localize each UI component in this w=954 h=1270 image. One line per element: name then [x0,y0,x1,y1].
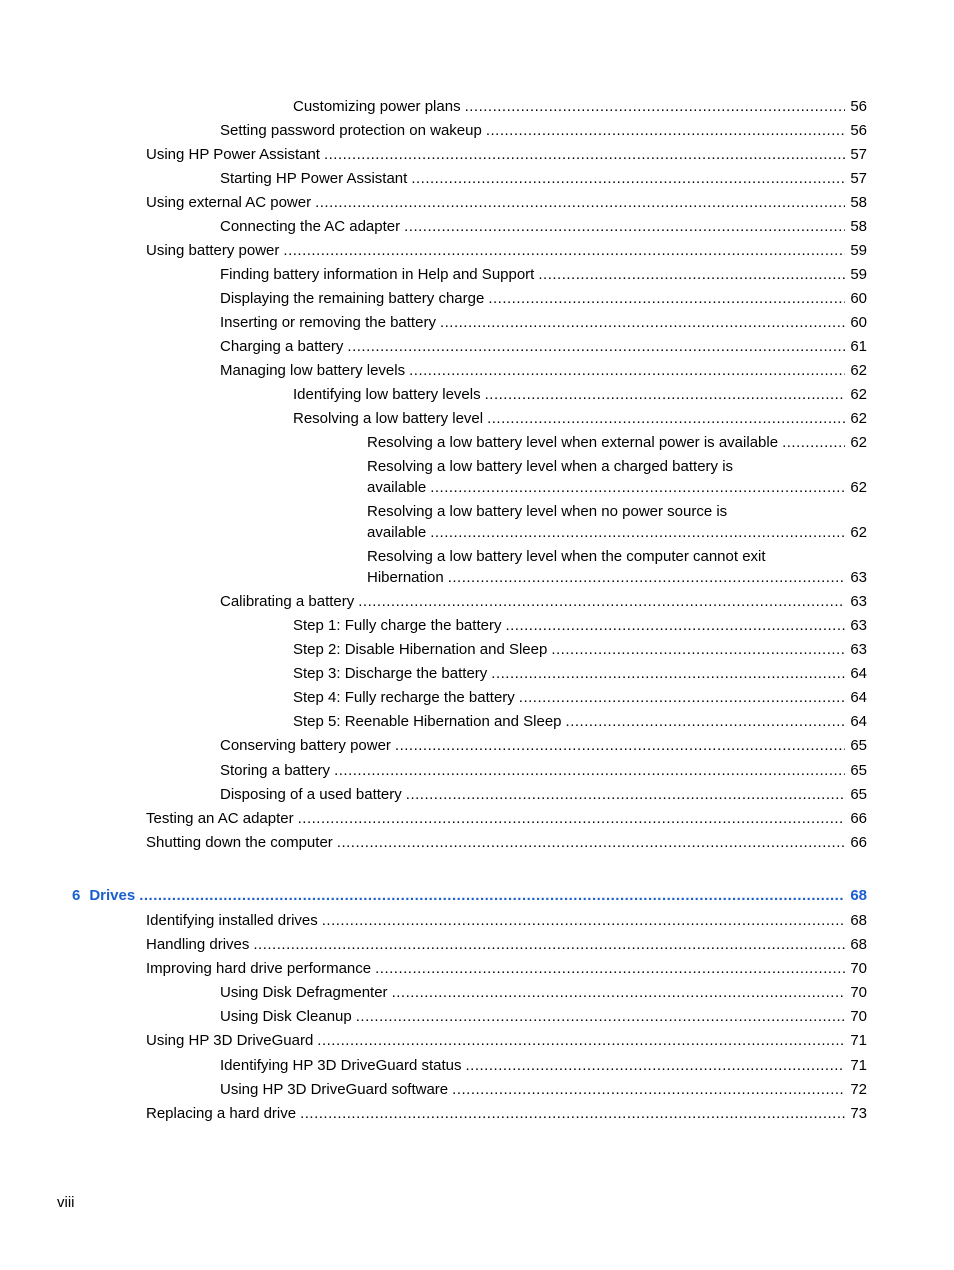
chapter-number: 6 [72,887,81,904]
toc-entry-line [293,711,867,732]
toc-entry-page: 63 [850,617,867,634]
toc-entry-line [220,784,867,805]
toc-entry[interactable] [367,432,867,453]
dot-leader [440,312,845,333]
toc-entry-line [220,336,867,357]
toc-entry-line [146,192,867,213]
dot-leader [406,784,846,805]
dot-leader [317,1030,845,1051]
toc-entry-page: 65 [850,737,867,754]
toc-entry-page: 70 [850,960,867,977]
dot-leader [538,264,845,285]
toc-entry-label: Using battery power [146,242,280,259]
toc-entry-page: 64 [850,689,867,706]
toc-entry[interactable] [220,288,867,309]
toc-entry-page: 68 [850,887,867,904]
toc-entry-label: Using HP 3D DriveGuard software [220,1081,449,1098]
toc-entry-label: Resolving a low battery level when external power is available [367,434,779,451]
dot-leader [375,958,845,979]
toc-entry-line [293,639,867,660]
toc-entry-line [367,567,867,588]
toc-entry-page: 70 [850,984,867,1001]
toc-entry-page: 66 [850,834,867,851]
toc-entry-label: Step 3: Discharge the battery [293,665,488,682]
toc-entry-label: Conserving battery power [220,737,391,754]
toc-entry-page: 62 [850,362,867,379]
dot-leader [486,120,845,141]
dot-leader [347,336,845,357]
dot-leader [356,1006,846,1027]
toc-entry-page: 56 [850,122,867,139]
dot-leader [411,168,845,189]
dot-leader [452,1079,845,1100]
toc-entry-label: Replacing a hard drive [146,1105,297,1122]
toc-entry-label: Finding battery information in Help and Support [220,266,535,283]
dot-leader [283,240,845,261]
toc-entry-page: 68 [850,936,867,953]
dot-leader [448,567,846,588]
toc-chapter-entry[interactable] [72,885,867,906]
toc-entry-label-line1: Resolving a low battery level when the computer cannot exit [367,548,766,565]
toc-entry-label: available [367,524,427,541]
toc-entry-label: Disposing of a used battery [220,786,402,803]
toc-entry-page: 59 [850,242,867,259]
toc-entry-page: 56 [850,98,867,115]
toc-entry-line [220,288,867,309]
toc-entry-label: Using HP Power Assistant [146,146,320,163]
toc-entry[interactable] [146,1103,867,1124]
toc-entry[interactable] [220,336,867,357]
toc-entry[interactable] [146,958,867,979]
dot-leader [488,288,845,309]
toc-entry-label: Identifying HP 3D DriveGuard status [220,1057,462,1074]
toc-entry-label: Using external AC power [146,194,312,211]
toc-entry[interactable] [367,456,867,498]
dot-leader [300,1103,845,1124]
toc-entry-page: 63 [850,569,867,586]
toc-entry[interactable] [220,168,867,189]
toc-entry-line [367,477,867,498]
dot-leader [466,1055,846,1076]
toc-entry-line [220,591,867,612]
toc-entry-label: Using HP 3D DriveGuard [146,1032,314,1049]
toc-entry-line [146,934,867,955]
toc-entry-line [146,1030,867,1051]
dot-leader [298,808,846,829]
dot-leader [404,216,845,237]
dot-leader [139,885,845,906]
toc-entry[interactable] [220,120,867,141]
toc-entry-label: Setting password protection on wakeup [220,122,482,139]
toc-entry[interactable] [220,216,867,237]
toc-entry[interactable] [220,1055,867,1076]
toc-entry-label: available [367,479,427,496]
toc-entry[interactable] [367,546,867,588]
dot-leader [430,522,845,543]
toc-entry-line [293,615,867,636]
toc-entry-page: 62 [850,410,867,427]
toc-entry[interactable] [146,192,867,213]
toc-entry-line [72,885,867,906]
page-number: viii [57,1194,75,1211]
toc-entry-line [293,96,867,117]
toc-entry-page: 57 [850,146,867,163]
dot-leader [324,144,845,165]
toc-entry-label: Storing a battery [220,762,331,779]
toc-entry-label: Step 2: Disable Hibernation and Sleep [293,641,548,658]
toc-entry-page: 62 [850,386,867,403]
toc-entry-label: Charging a battery [220,338,344,355]
toc-entry-line [146,958,867,979]
toc-entry-page: 63 [850,593,867,610]
dot-leader [430,477,845,498]
toc-entry-page: 60 [850,290,867,307]
toc-entry-label: Inserting or removing the battery [220,314,436,331]
toc-entry[interactable] [293,408,867,429]
toc-entry-line [220,1055,867,1076]
toc-entry-line [220,264,867,285]
dot-leader [395,735,845,756]
toc-entry-page: 61 [850,338,867,355]
toc-entry-page: 73 [850,1105,867,1122]
toc-entry-page: 65 [850,786,867,803]
dot-leader [566,711,846,732]
toc-entry-page: 58 [850,218,867,235]
toc-entry[interactable] [293,384,867,405]
toc-entry[interactable] [220,735,867,756]
toc-entry-page: 62 [850,479,867,496]
toc-entry-label: Using Disk Cleanup [220,1008,352,1025]
toc-entry-label: Shutting down the computer [146,834,333,851]
toc-entry-line [146,910,867,931]
toc-entry[interactable] [220,1079,867,1100]
toc-entry-label: Step 4: Fully recharge the battery [293,689,515,706]
toc-entry-label: Displaying the remaining battery charge [220,290,485,307]
toc-entry-label: Customizing power plans [293,98,461,115]
toc-entry[interactable] [146,144,867,165]
toc-entry-page: 72 [850,1081,867,1098]
toc-entry-page: 70 [850,1008,867,1025]
toc-entry-page: 65 [850,762,867,779]
toc-entry[interactable] [146,1030,867,1051]
toc-entry[interactable] [220,784,867,805]
dot-leader [253,934,845,955]
toc-entry-line [293,384,867,405]
toc-entry-line [220,760,867,781]
toc-entry-label: Handling drives [146,936,250,953]
dot-leader [505,615,845,636]
toc-entry-line [146,240,867,261]
dot-leader [315,192,845,213]
toc-entry-line [220,735,867,756]
toc-entry-page: 64 [850,713,867,730]
toc-entry-page: 71 [850,1032,867,1049]
toc-entry-page: 63 [850,641,867,658]
toc-entry[interactable] [146,832,867,853]
toc-entry-label: Identifying installed drives [146,912,318,929]
toc-entry-label: Step 1: Fully charge the battery [293,617,502,634]
toc-entry-page: 59 [850,266,867,283]
toc-entry-page: 68 [850,912,867,929]
toc-entry-label: Managing low battery levels [220,362,406,379]
toc-entry-page: 60 [850,314,867,331]
toc-entry[interactable] [146,808,867,829]
dot-leader [392,982,846,1003]
toc-entry-line [220,1079,867,1100]
dot-leader [337,832,846,853]
toc-entry-page: 71 [850,1057,867,1074]
toc-entry-label: Starting HP Power Assistant [220,170,408,187]
toc-entry-label-line1: Resolving a low battery level when no power source is [367,503,728,520]
toc-entry-line [220,982,867,1003]
toc-entry[interactable] [293,639,867,660]
toc-entry[interactable] [146,934,867,955]
toc-entry-label: Drives [89,887,136,904]
toc-entry-line [293,687,867,708]
toc-entry-page: 62 [850,524,867,541]
toc-entry-line [220,168,867,189]
toc-entry[interactable] [220,982,867,1003]
toc-entry-page: 62 [850,434,867,451]
toc-entry-line [220,1006,867,1027]
toc-entry-line [220,120,867,141]
toc-entry-line [293,663,867,684]
toc-entry-label: Calibrating a battery [220,593,355,610]
dot-leader [487,408,845,429]
toc-entry[interactable] [220,760,867,781]
toc-entry-line [220,312,867,333]
toc-entry[interactable] [367,501,867,543]
toc-entry-line [146,832,867,853]
toc-entry[interactable] [220,312,867,333]
dot-leader [782,432,845,453]
toc-entry[interactable] [220,591,867,612]
toc-entry-label: Using Disk Defragmenter [220,984,388,1001]
dot-leader [358,591,845,612]
toc-entry-page: 58 [850,194,867,211]
dot-leader [485,384,846,405]
toc-entry-label: Connecting the AC adapter [220,218,401,235]
toc-entry[interactable] [146,240,867,261]
toc-entry-line [367,522,867,543]
toc-entry-line [146,1103,867,1124]
toc-entry[interactable] [293,663,867,684]
toc-entry-line [146,144,867,165]
toc-entry-label: Improving hard drive performance [146,960,372,977]
toc-entry-page: 66 [850,810,867,827]
toc-entry-line [146,808,867,829]
dot-leader [409,360,845,381]
toc-entry-label: Identifying low battery levels [293,386,481,403]
toc-entry[interactable] [293,687,867,708]
toc-entry[interactable] [293,96,867,117]
dot-leader [322,910,846,931]
toc-entry-label: Step 5: Reenable Hibernation and Sleep [293,713,562,730]
toc-entry-label: Hibernation [367,569,444,586]
dot-leader [519,687,846,708]
dot-leader [491,663,845,684]
toc-entry-line [293,408,867,429]
toc-entry[interactable] [293,615,867,636]
toc-entry-label: Resolving a low battery level [293,410,484,427]
toc-entry-label: Testing an AC adapter [146,810,294,827]
toc-entry-page: 57 [850,170,867,187]
toc-entry[interactable] [220,360,867,381]
toc-entry-page: 64 [850,665,867,682]
dot-leader [465,96,846,117]
toc-entry[interactable] [220,264,867,285]
toc-entry[interactable] [293,711,867,732]
toc-entry[interactable] [146,910,867,931]
toc-entry-line [367,432,867,453]
toc-entry[interactable] [220,1006,867,1027]
toc-entry-line [220,360,867,381]
toc-entry-label-line1: Resolving a low battery level when a charged battery is [367,458,734,475]
dot-leader [551,639,845,660]
toc-entry-line [220,216,867,237]
dot-leader [334,760,845,781]
